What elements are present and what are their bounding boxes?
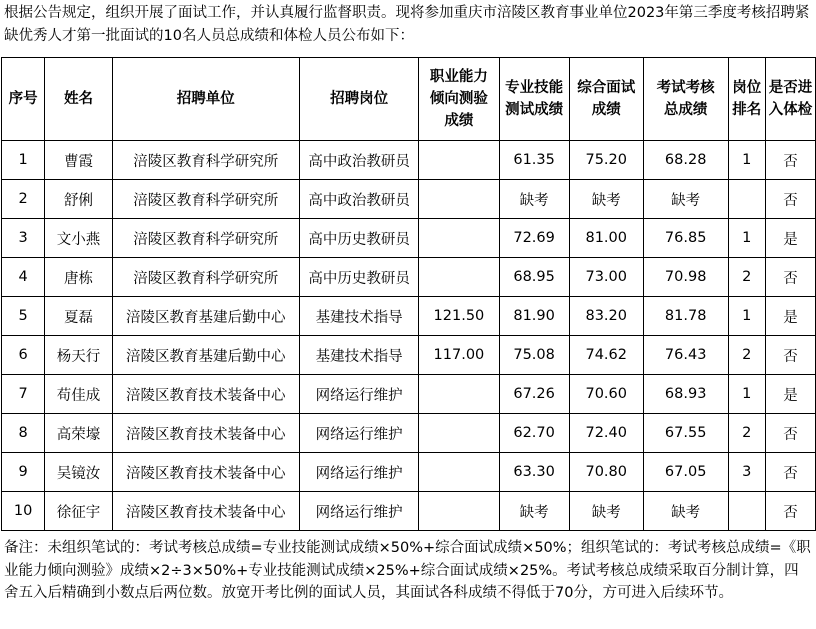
cell-rank: 1 — [728, 375, 765, 414]
cell-skill: 75.08 — [499, 336, 569, 375]
cell-interview: 81.00 — [569, 219, 643, 258]
intro-paragraph: 根据公告规定，组织开展了面试工作，并认真履行监督职责。现将参加重庆市涪陵区教育事业单位2023年第三季度考核招聘紧缺优秀人才第一批面试的10名人员总成绩和体检人员公布如下： — [4, 5, 810, 44]
header-total: 考试考核总成绩 — [643, 58, 728, 141]
cell-skill: 68.95 — [499, 258, 569, 297]
table-header-row — [2, 58, 816, 141]
cell-skill: 67.26 — [499, 375, 569, 414]
table-row — [2, 414, 816, 453]
cell-rank: 1 — [728, 219, 765, 258]
cell-rank: 2 — [728, 336, 765, 375]
cell-total: 76.43 — [643, 336, 728, 375]
cell-total: 67.05 — [643, 453, 728, 492]
cell-total: 67.55 — [643, 414, 728, 453]
header-unit: 招聘单位 — [112, 58, 299, 141]
cell-name: 吴镜汝 — [45, 453, 112, 492]
cell-skill: 72.69 — [499, 219, 569, 258]
cell-skill: 缺考 — [499, 180, 569, 219]
cell-exam: 是 — [765, 297, 815, 336]
cell-aptitude — [419, 453, 499, 492]
cell-skill: 缺考 — [499, 492, 569, 531]
header-interview: 综合面试成绩 — [569, 58, 643, 141]
cell-total: 81.78 — [643, 297, 728, 336]
cell-unit: 涪陵区教育技术装备中心 — [112, 492, 299, 531]
cell-rank — [728, 180, 765, 219]
cell-aptitude: 121.50 — [419, 297, 499, 336]
cell-unit: 涪陵区教育基建后勤中心 — [112, 297, 299, 336]
cell-exam: 否 — [765, 492, 815, 531]
cell-rank: 2 — [728, 414, 765, 453]
cell-aptitude — [419, 492, 499, 531]
table-row — [2, 375, 816, 414]
cell-exam: 否 — [765, 336, 815, 375]
cell-total: 70.98 — [643, 258, 728, 297]
cell-position: 高中历史教研员 — [299, 219, 419, 258]
footnote: 备注：未组织笔试的：考试考核总成绩=专业技能测试成绩×50%+综合面试成绩×50%；组织笔试的：考试考核总成绩=《职业能力倾向测验》成绩×2÷3×50%+专业技能测试成绩×25%+综合面试成绩×25%。考试考核总成绩采取百分制计算，四舍五入后精确到小数点后两位数。放宽开考比例的面试人员，其面试各科成绩不得低于70分，方可进入后续环节。 — [4, 540, 811, 601]
cell-index: 1 — [2, 141, 45, 180]
cell-name: 徐征宇 — [45, 492, 112, 531]
cell-position: 网络运行维护 — [299, 375, 419, 414]
cell-position: 基建技术指导 — [299, 297, 419, 336]
cell-name: 杨天行 — [45, 336, 112, 375]
cell-aptitude — [419, 414, 499, 453]
cell-name: 舒俐 — [45, 180, 112, 219]
cell-name: 高荣壕 — [45, 414, 112, 453]
results-table — [1, 57, 816, 531]
cell-index: 10 — [2, 492, 45, 531]
cell-total: 缺考 — [643, 180, 728, 219]
cell-aptitude — [419, 375, 499, 414]
header-name: 姓名 — [45, 58, 112, 141]
cell-position: 高中政治教研员 — [299, 141, 419, 180]
cell-name: 苟佳成 — [45, 375, 112, 414]
table-row — [2, 141, 816, 180]
cell-index: 5 — [2, 297, 45, 336]
cell-aptitude — [419, 141, 499, 180]
cell-aptitude: 117.00 — [419, 336, 499, 375]
cell-index: 3 — [2, 219, 45, 258]
cell-index: 8 — [2, 414, 45, 453]
cell-total: 76.85 — [643, 219, 728, 258]
cell-skill: 61.35 — [499, 141, 569, 180]
table-row — [2, 219, 816, 258]
cell-position: 高中历史教研员 — [299, 258, 419, 297]
header-exam: 是否进入体检 — [765, 58, 815, 141]
cell-unit: 涪陵区教育科学研究所 — [112, 258, 299, 297]
cell-interview: 75.20 — [569, 141, 643, 180]
cell-unit: 涪陵区教育科学研究所 — [112, 180, 299, 219]
cell-skill: 62.70 — [499, 414, 569, 453]
cell-index: 2 — [2, 180, 45, 219]
cell-position: 高中政治教研员 — [299, 180, 419, 219]
cell-exam: 否 — [765, 453, 815, 492]
cell-unit: 涪陵区教育技术装备中心 — [112, 453, 299, 492]
header-rank: 岗位排名 — [728, 58, 765, 141]
cell-unit: 涪陵区教育技术装备中心 — [112, 375, 299, 414]
header-position: 招聘岗位 — [299, 58, 419, 141]
header-skill: 专业技能测试成绩 — [499, 58, 569, 141]
cell-aptitude — [419, 180, 499, 219]
cell-position: 网络运行维护 — [299, 453, 419, 492]
cell-name: 夏磊 — [45, 297, 112, 336]
cell-interview: 缺考 — [569, 180, 643, 219]
cell-rank — [728, 492, 765, 531]
cell-skill: 81.90 — [499, 297, 569, 336]
cell-total: 68.28 — [643, 141, 728, 180]
cell-position: 网络运行维护 — [299, 492, 419, 531]
cell-interview: 70.60 — [569, 375, 643, 414]
cell-skill: 63.30 — [499, 453, 569, 492]
cell-exam: 是 — [765, 219, 815, 258]
cell-total: 缺考 — [643, 492, 728, 531]
cell-index: 6 — [2, 336, 45, 375]
table-row — [2, 297, 816, 336]
cell-interview: 83.20 — [569, 297, 643, 336]
cell-position: 网络运行维护 — [299, 414, 419, 453]
cell-exam: 是 — [765, 375, 815, 414]
table-row — [2, 180, 816, 219]
cell-unit: 涪陵区教育科学研究所 — [112, 219, 299, 258]
cell-index: 4 — [2, 258, 45, 297]
cell-interview: 70.80 — [569, 453, 643, 492]
cell-interview: 72.40 — [569, 414, 643, 453]
cell-exam: 否 — [765, 414, 815, 453]
header-index: 序号 — [2, 58, 45, 141]
cell-position: 基建技术指导 — [299, 336, 419, 375]
cell-rank: 2 — [728, 258, 765, 297]
cell-index: 7 — [2, 375, 45, 414]
cell-interview: 74.62 — [569, 336, 643, 375]
cell-exam: 否 — [765, 258, 815, 297]
cell-index: 9 — [2, 453, 45, 492]
cell-name: 唐栋 — [45, 258, 112, 297]
cell-unit: 涪陵区教育技术装备中心 — [112, 414, 299, 453]
cell-aptitude — [419, 219, 499, 258]
table-row — [2, 492, 816, 531]
cell-rank: 3 — [728, 453, 765, 492]
table-row — [2, 258, 816, 297]
cell-exam: 否 — [765, 180, 815, 219]
header-aptitude: 职业能力倾向测验成绩 — [419, 58, 499, 141]
cell-exam: 否 — [765, 141, 815, 180]
cell-unit: 涪陵区教育基建后勤中心 — [112, 336, 299, 375]
table-row — [2, 453, 816, 492]
cell-rank: 1 — [728, 141, 765, 180]
cell-interview: 73.00 — [569, 258, 643, 297]
cell-aptitude — [419, 258, 499, 297]
cell-interview: 缺考 — [569, 492, 643, 531]
cell-total: 68.93 — [643, 375, 728, 414]
cell-rank: 1 — [728, 297, 765, 336]
cell-unit: 涪陵区教育科学研究所 — [112, 141, 299, 180]
cell-name: 曹霞 — [45, 141, 112, 180]
table-row — [2, 336, 816, 375]
cell-name: 文小燕 — [45, 219, 112, 258]
